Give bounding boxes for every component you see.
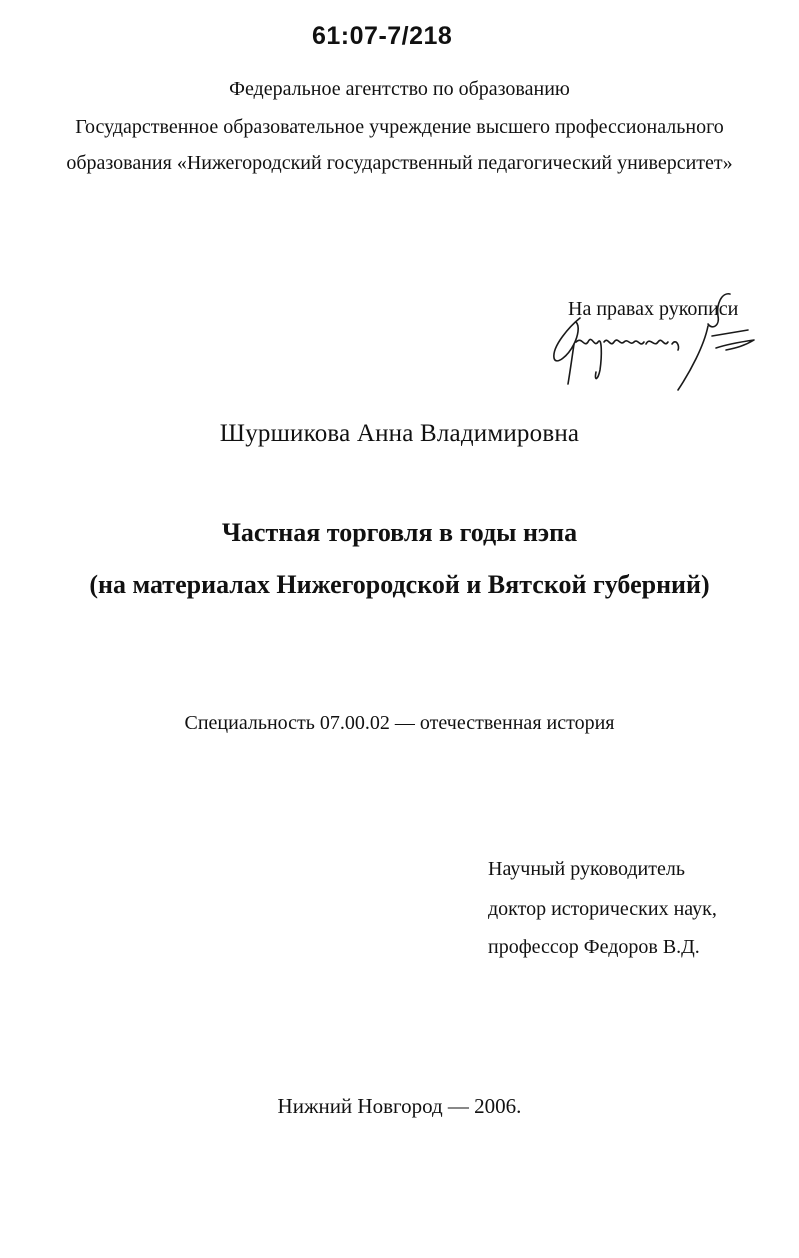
dissertation-title: Частная торговля в годы нэпа [221, 518, 578, 547]
institution-name-line1: Государственное образовательное учреждение высшего профессионального [75, 116, 724, 138]
supervisor-role: Научный руководитель [488, 858, 685, 880]
manuscript-note: На правах рукописи [568, 298, 739, 320]
institution-name-line2: образования «Нижегородский государственный педагогический университет» [66, 152, 733, 174]
supervisor-name: профессор Федоров В.Д. [488, 936, 700, 958]
supervisor-degree: доктор исторических наук, [488, 898, 717, 920]
handwritten-signature [540, 286, 760, 396]
dissertation-subtitle: (на материалах Нижегородской и Вятской губерний) [89, 570, 710, 599]
archive-code: 61:07-7/218 [312, 22, 453, 50]
city-year: Нижний Новгород — 2006. [277, 1094, 522, 1118]
specialty: Специальность 07.00.02 — отечественная история [184, 712, 615, 734]
agency-name: Федеральное агентство по образованию [229, 78, 570, 100]
author-name: Шуршикова Анна Владимировна [219, 420, 580, 447]
